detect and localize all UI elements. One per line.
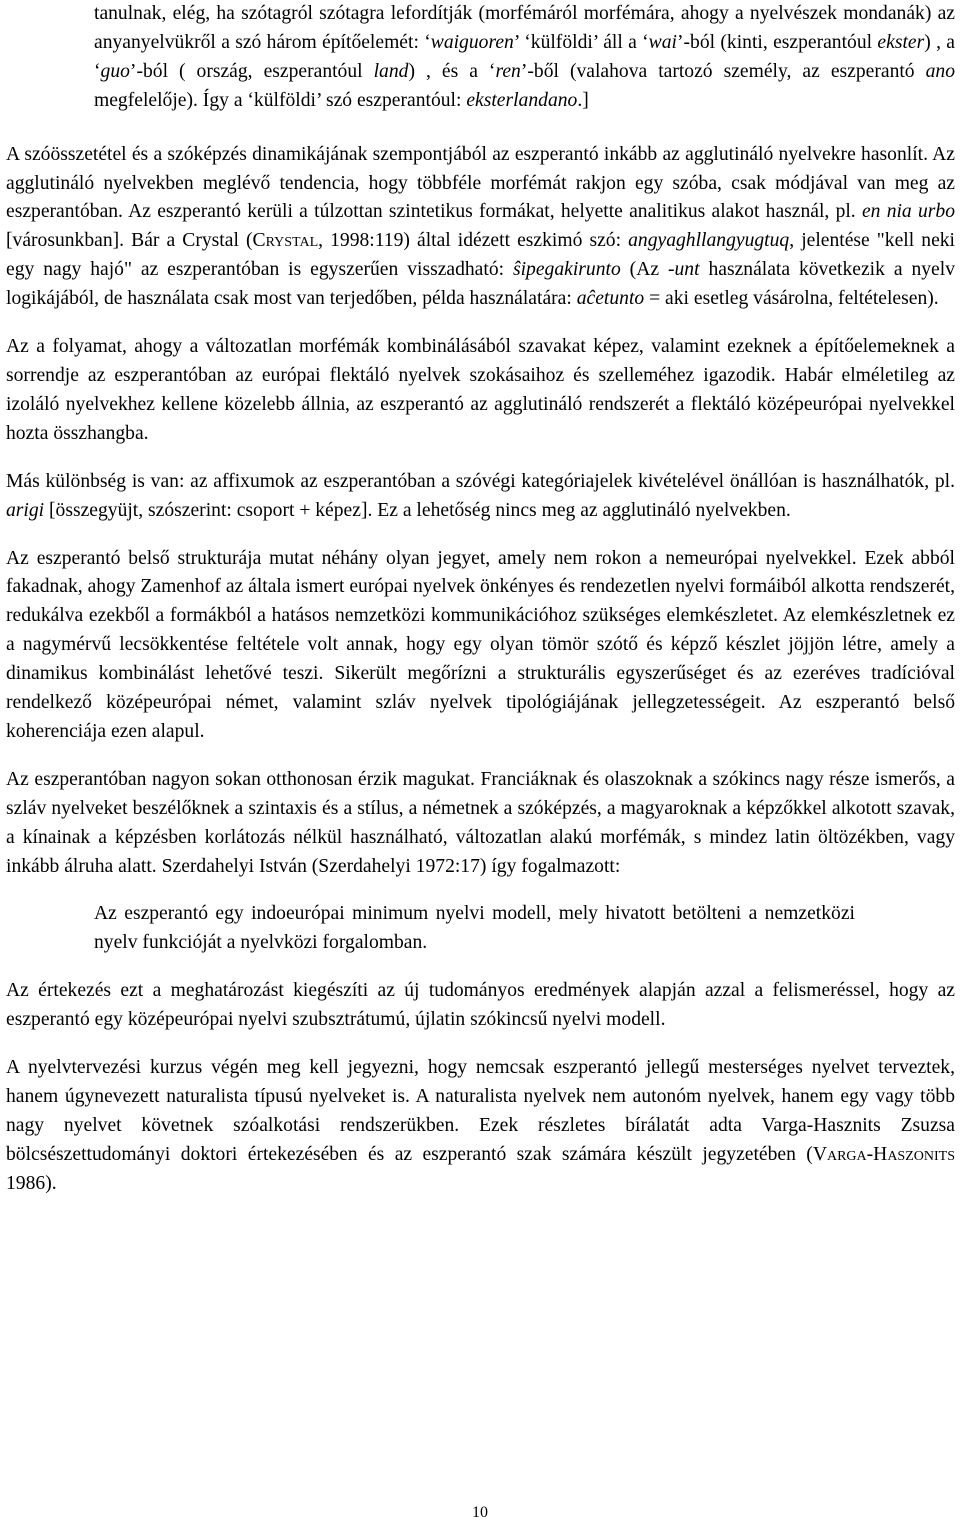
page-number: 10 (472, 1504, 488, 1521)
paragraph-naturalist-languages (6, 1054, 955, 1199)
italic-term: ano (925, 60, 955, 82)
italic-term: aĉetunto (576, 288, 645, 310)
text: ’ ‘külföldi’ áll a ‘ (513, 31, 649, 53)
text: ) , és a ‘ (408, 60, 496, 82)
text: ’-ból (kinti, eszperantóul (676, 31, 878, 53)
text: Más különbség is van: az affixumok az eszperantóban a szóvégi kategóriajelek kivételével önállóan is használhatók, pl. (6, 470, 955, 492)
text: [összegyüjt, szószerint: csoport + képez]. Ez a lehetőség nincs meg az agglutináló nyelvekben. (44, 499, 791, 521)
author-smallcaps: Varga-Haszonits (812, 1143, 955, 1165)
block-quote: Az eszperantó egy indoeurópai minimum nyelvi modell, mely hivatott betölteni a nemzetközi nyelv funkcióját a nyelvközi forgalomban. (94, 903, 855, 954)
author-smallcaps: Crystal (252, 230, 319, 252)
text: , jelentése "kell neki egy nagy hajó" az eszperantóban is egyszerűen visszadható: (6, 230, 956, 281)
paragraph-inner-structure: Az eszperantó belső strukturája mutat néhány olyan jegyet, amely nem rokon a nemeurópai nyelvekkel. Ezek abból fakadnak, ahogy Zamenhof az általa ismert európai nyelvek önkényes és rendezetlen nyelvi formáiból alkotta rendszerét, redukálva ezekből a formákból a hatásos nemzetközi kommunikációhoz szükséges elemkészletet. Az elemkészletnek ez a nagymérvű lecsökkentése feltétele volt annak, hogy egy olyan tömör szótő és képző készlet jöjjön létre, amely a dinamikus kombinálást lehetővé teszi. Sikerült megőrízni a strukturális egyszerűséget és az ezeréves tradícióval rendelkező középeurópai német, valamint szláv nyelvek tipológiájának jellegzetességeit. Az eszperantó belső koherenciája ezen alapul. (6, 547, 955, 742)
text: használata következik a nyelv logikájából, de használata csak most van terjedőben, példa használatára: (6, 259, 955, 310)
text: A nyelvtervezési kurzus végén meg kell jegyezni, hogy nemcsak eszperantó jellegű mesterséges nyelvet terveztek, hanem úgynevezett naturalista típusú nyelveket is. A naturalista nyelvek nem autonóm nyelvek, hanem egy vagy több nagy nyelvet követnek szóalkotási rendszerükben. Ezek részletes bírálatát adta Varga-Hasznits Zsuzsa bölcsészettudományi doktori értekezésében és az eszperantó szak számára készült jegyzetében ( (6, 1057, 955, 1165)
text: [városunkban]. Bár a Crystal ( (6, 230, 253, 252)
text: (Az (620, 259, 668, 281)
paragraph-continuation (94, 0, 955, 116)
document-page (6, 0, 955, 1199)
text: 1986). (6, 1172, 57, 1194)
text: megfelelője). Így a ‘külföldi’ szó eszperantóul: (94, 89, 467, 111)
text: , 1998:119) által idézett eszkimó szó: (318, 230, 629, 252)
italic-term: land (373, 60, 409, 82)
paragraph-morpheme-process: Az a folyamat, ahogy a változatlan morfémák kombinálásából szavakat képez, valamint ezeknek a építőelemeknek a sorrendje az eszperantóban az európai flektáló nyelvek szokásaihoz és szelleméhez igazodik. Habár elméletileg az izoláló nyelvekhez kellene közelebb állnia, az eszperantó az agglutináló rendszerét a flektáló középeurópai nyelvekkel hozta összhangba. (6, 336, 955, 444)
italic-term: guo (100, 60, 130, 82)
italic-term: wai (648, 31, 677, 53)
italic-term: ren (495, 60, 521, 82)
text: = aki esetleg vásárolna, feltételesen). (644, 288, 939, 310)
text: ’-ból ( ország, eszperantóul (129, 60, 374, 82)
italic-term: -unt (667, 259, 700, 281)
text: A szóösszetétel és a szóképzés dinamikájának szempontjából az eszperantó inkább az agglutináló nyelvekre hasonlít. Az agglutináló nyelvekben meglévő tendencia, hogy többféle morfémát rakjon egy szóba, csak módjával van meg az eszperantóban. Az eszperantó kerüli a túlzottan szintetikus formákat, helyette analitikus alakot használ, pl. (6, 143, 955, 223)
italic-term: waiguoren (430, 31, 514, 53)
paragraph-affixes (6, 468, 955, 526)
text: tanulnak, elég, ha szótagról szótagra lefordítják (morfémáról morfémára, ahogy a nyelvészek mondanák) az anyanyelvükről a szó három építőelemét: ‘ (94, 3, 955, 53)
paragraph-definition: Az értekezés ezt a meghatározást kiegészíti az új tudományos eredmények alapján azzal a felismeréssel, hogy az eszperantó egy középeurópai nyelvi szubsztrátumú, újlatin szókincsű nyelvi modell. (6, 980, 955, 1031)
italic-term: ekster (877, 31, 925, 53)
paragraph-agglutination (6, 141, 955, 314)
text: .] (577, 89, 589, 111)
paragraph-familiarity: Az eszperantóban nagyon sokan otthonosan érzik magukat. Franciáknak és olaszoknak a szókincs nagy része ismerős, a szláv nyelveket beszélőknek a szintaxis és a stílus, a németnek a szóképzés, a magyaroknak a képzőkkel alkotott szavak, a kínainak a képzésben korlátozás nélkül használható, változatlan alakú morfémák, s mindez latin öltözékben, vagy inkább álruha alatt. Szerdahelyi István (Szerdahelyi 1972:17) így fogalmazott: (6, 768, 955, 877)
text: ) , a ‘ (94, 31, 955, 82)
italic-term: eksterlandano (466, 89, 578, 111)
italic-term: angyaghllangyugtuq (628, 230, 790, 252)
italic-term: en nia urbo (861, 201, 955, 223)
italic-term: arigi (6, 499, 45, 521)
italic-term: ŝipegakirunto (512, 259, 621, 281)
text: ’-ből (valahova tartozó személy, az eszperantó (520, 60, 926, 82)
